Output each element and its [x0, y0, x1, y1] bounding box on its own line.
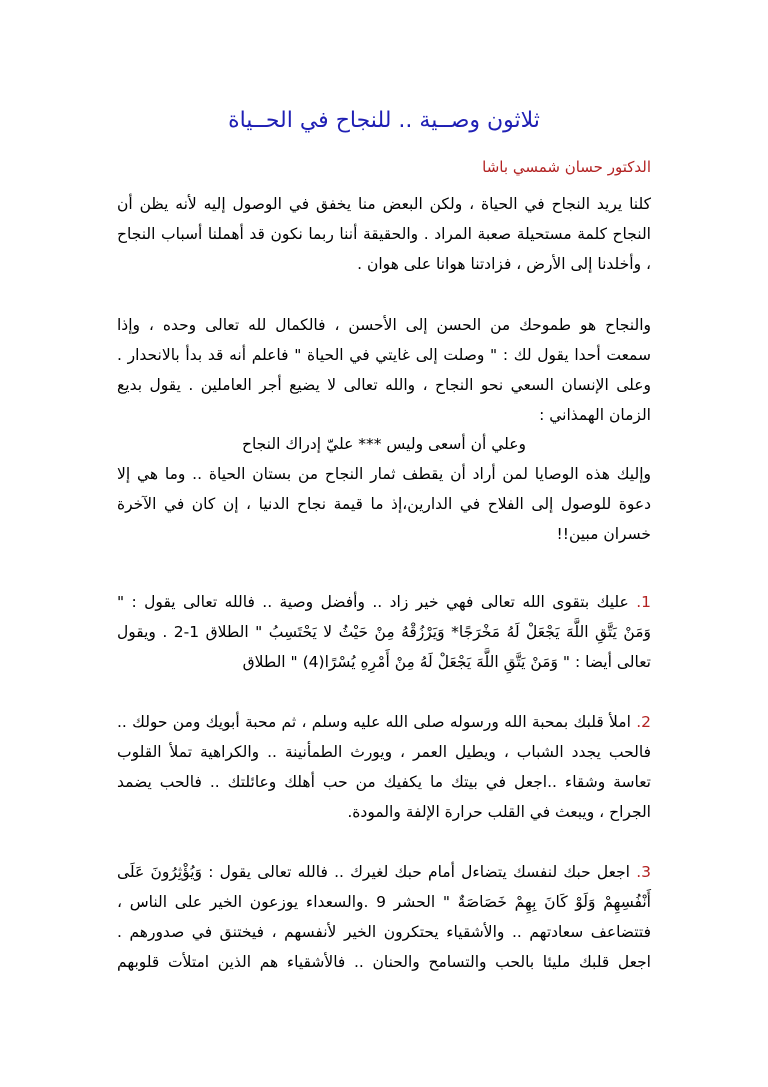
paragraph-line: خسران مبين!! [556, 525, 651, 543]
paragraph-line: ، وأخلدنا إلى الأرض ، فزادتنا هوانا على هوان . [357, 255, 651, 273]
item-text: عليك بتقوى الله تعالى فهي خير زاد .. وأفضل وصية .. فالله تعالى يقول : " [117, 593, 637, 611]
paragraph-line: وإليك هذه الوصايا لمن أراد أن يقطف ثمار النجاح من بستان الحياة .. وما هي إلا [117, 465, 651, 483]
author-name: الدكتور حسان شمسي باشا [482, 158, 651, 176]
paragraph-line: دعوة للوصول إلى الفلاح في الدارين،إذ ما قيمة نجاح الدنيا ، إن كان في الآخرة [117, 495, 651, 513]
list-item-line: أَنْفُسِهِمْ وَلَوْ كَانَ بِهِمْ خَصَاصَةٌ " الحشر 9 .والسعداء يوزعون الخير على الناس ، [117, 893, 651, 911]
list-item-line: فالحب يجدد الشباب ، ويطيل العمر ، ويورث الطمأنينة .. والكراهية تملأ القلوب [117, 743, 651, 761]
paragraph-line: كلنا يريد النجاح في الحياة ، ولكن البعض منا يخفق في الوصول إليه لأنه يظن أن [117, 195, 651, 213]
list-item-line: وَمَنْ يَتَّقِ اللَّهَ يَجْعَلْ لَهُ مَخْرَجًا* وَيَرْزُقْهُ مِنْ حَيْثُ لا يَحْتَسِبُ " الطلاق 1-2 . ويقول [117, 623, 651, 641]
page-title: ثلاثون وصــية .. للنجاح في الحــياة [228, 108, 540, 133]
list-item-line: الجراح ، ويبعث في القلب حرارة الإلفة والمودة. [347, 803, 651, 821]
list-item-line [117, 710, 651, 734]
paragraph-line: والنجاح هو طموحك من الحسن إلى الأحسن ، فالكمال لله تعالى وحده ، وإذا [117, 316, 651, 334]
paragraph-line: النجاح كلمة مستحيلة صعبة المراد . والحقيقة أننا ربما نكون قد أهملنا أسباب النجاح [117, 225, 651, 243]
list-item-line [117, 590, 651, 614]
item-text: املأ قلبك بمحبة الله ورسوله صلى الله عليه وسلم ، ثم محبة أبويك ومن حولك .. [117, 713, 637, 731]
list-item-line: اجعل قلبك مليئا بالحب والتسامح والحنان .. فالأشقياء هم الذين امتلأت قلوبهم [117, 953, 651, 971]
item-number: 2. [636, 713, 651, 731]
item-number: 1. [636, 593, 651, 611]
list-item-line: تعاسة وشقاء ..اجعل في بيتك ما يكفيك من حب أهلك وعائلتك .. فالحب يضمد [117, 773, 651, 791]
list-item-line: فتتضاعف سعادتهم .. والأشقياء يحتكرون الخير لأنفسهم ، فيختنق في صدورهم . [117, 923, 651, 941]
list-item-line: تعالى أيضا : " وَمَنْ يَتَّقِ اللَّهَ يَجْعَلْ لَهُ مِنْ أَمْرِهِ يُسْرًا(4) " الطلاق [242, 653, 651, 671]
item-text: اجعل حبك لنفسك يتضاءل أمام حبك لغيرك .. فالله تعالى يقول : وَيُؤْثِرُونَ عَلَى [117, 863, 637, 881]
poem-verse: وعلي أن أسعى وليس *** عليّ إدراك النجاح [241, 435, 527, 453]
list-item-line [117, 860, 651, 884]
item-number: 3. [636, 863, 651, 881]
paragraph-line: الزمان الهمذاني : [539, 406, 651, 424]
paragraph-line: سمعت أحدا يقول لك : " وصلت إلى غايتي في الحياة " فاعلم أنه قد بدأ بالانحدار . [117, 346, 651, 364]
paragraph-line: وعلى الإنسان السعي نحو النجاح ، والله تعالى لا يضيع أجر العاملين . يقول بديع [117, 376, 651, 394]
